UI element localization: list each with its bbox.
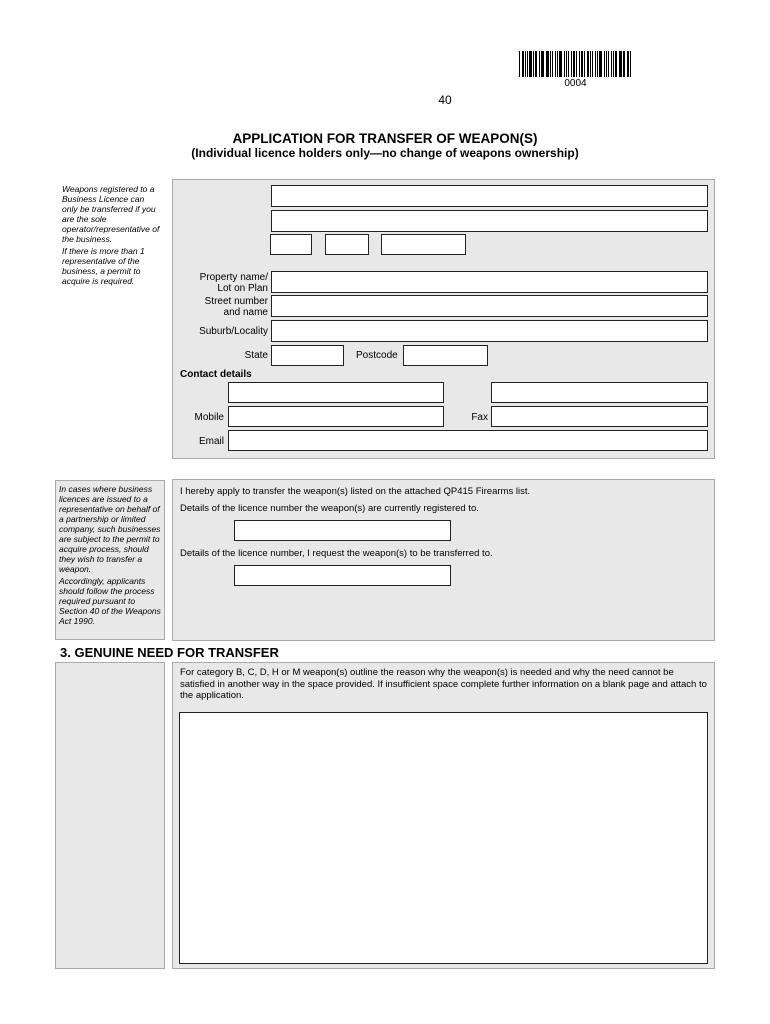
barcode-bar <box>608 51 610 77</box>
street-label-line-2: and name <box>223 307 268 318</box>
business-licence-note <box>62 184 162 286</box>
barcode-bar <box>597 51 598 77</box>
partnership-note-para-1: In cases where business licences are issued to a representative on behalf of a partnership or limited company, such businesses are subject to the permit to acquire process, should they wish to transfer a weapon. <box>59 484 161 574</box>
phone-field-2[interactable] <box>491 382 708 403</box>
barcode-bar <box>573 51 575 77</box>
form-title: APPLICATION FOR TRANSFER OF WEAPON(S) <box>232 131 538 146</box>
current-licence-label: Details of the licence number the weapon(s) are currently registered to. <box>180 503 479 514</box>
business-note-para-2: If there is more than 1 representative of the business, a permit to acquire is required. <box>62 246 145 286</box>
barcode-bar <box>522 51 524 77</box>
barcode-number: 0004 <box>564 78 587 89</box>
postcode-field[interactable] <box>403 345 488 366</box>
contact-heading: Contact details <box>180 369 252 380</box>
street-label <box>172 296 268 318</box>
barcode-bar <box>584 51 585 77</box>
property-field[interactable] <box>271 271 708 293</box>
barcode-bar <box>613 51 614 77</box>
barcode-bar <box>529 51 532 77</box>
barcode-bar <box>595 51 597 77</box>
barcode-bar <box>623 51 624 77</box>
suburb-field[interactable] <box>271 320 708 342</box>
partnership-note-para-2: Accordingly, applicants should follow the process required pursuant to Section 40 of the Weapons Act 1990. <box>59 576 161 626</box>
barcode-bar <box>571 51 572 77</box>
transfer-statement: I hereby apply to transfer the weapon(s) listed on the attached QP415 Firearms list. <box>180 486 531 497</box>
barcode-bar <box>606 51 607 77</box>
street-field[interactable] <box>271 295 708 317</box>
barcode-bar <box>619 51 622 77</box>
genuine-need-instructions: For category B, C, D, H or M weapon(s) outline the reason why the weapon(s) is needed and why the need cannot be satisfied in another way in the space provided. If insufficient space complete further information on a blank page and attach to the application. <box>180 667 707 701</box>
state-label: State <box>244 350 268 361</box>
barcode-bar <box>555 51 557 77</box>
barcode-bar <box>615 51 617 77</box>
barcode <box>519 51 632 77</box>
barcode-bar <box>627 51 629 77</box>
barcode-bar <box>564 51 565 77</box>
barcode-bar <box>539 51 540 77</box>
barcode-bar <box>590 51 591 77</box>
barcode-bar <box>568 51 570 77</box>
barcode-bar <box>550 51 551 77</box>
property-label-line-1: Property name/ <box>199 272 268 283</box>
new-licence-field[interactable] <box>234 565 451 586</box>
partnership-note <box>59 484 163 626</box>
property-label-line-2: Lot on Plan <box>217 283 268 294</box>
barcode-bar <box>557 51 558 77</box>
barcode-bar <box>576 51 577 77</box>
date-day-field[interactable] <box>270 234 312 255</box>
barcode-bar <box>592 51 593 77</box>
current-licence-field[interactable] <box>234 520 451 541</box>
name-field-1[interactable] <box>271 185 708 207</box>
barcode-bar <box>566 51 567 77</box>
page-number: 40 <box>438 93 452 107</box>
barcode-bar <box>624 51 625 77</box>
barcode-bar <box>541 51 542 77</box>
date-month-field[interactable] <box>325 234 369 255</box>
barcode-bar <box>552 51 553 77</box>
property-label <box>172 272 268 294</box>
genuine-need-side-box <box>55 662 165 969</box>
street-label-line-1: Street number <box>204 296 268 307</box>
email-field[interactable] <box>228 430 708 451</box>
mobile-field[interactable] <box>228 406 444 427</box>
genuine-need-textarea[interactable] <box>179 712 708 964</box>
state-field[interactable] <box>271 345 344 366</box>
name-field-2[interactable] <box>271 210 708 232</box>
new-licence-label: Details of the licence number, I request the weapon(s) to be transferred to. <box>180 548 493 559</box>
form-subtitle: (Individual licence holders only—no change of weapons ownership) <box>191 146 579 160</box>
barcode-bar <box>559 51 562 77</box>
phone-field[interactable] <box>228 382 444 403</box>
fax-label: Fax <box>471 412 488 423</box>
email-label: Email <box>198 436 224 447</box>
mobile-label: Mobile <box>194 412 224 423</box>
barcode-bar <box>535 51 537 77</box>
postcode-label: Postcode <box>356 350 398 361</box>
barcode-bar <box>581 51 584 77</box>
barcode-bar <box>579 51 580 77</box>
barcode-bar <box>587 51 589 77</box>
genuine-need-heading: 3. GENUINE NEED FOR TRANSFER <box>60 645 279 660</box>
suburb-label: Suburb/Locality <box>199 326 268 337</box>
barcode-bar <box>546 51 549 77</box>
barcode-bar <box>527 51 528 77</box>
barcode-bar <box>611 51 612 77</box>
barcode-bar <box>533 51 534 77</box>
barcode-bar <box>630 51 631 77</box>
fax-field[interactable] <box>491 406 708 427</box>
business-note-para-1: Weapons registered to a Business Licence can only be transferred if you are the sole operator/representative of the business. <box>62 184 160 244</box>
barcode-bar <box>519 51 520 77</box>
barcode-bar <box>542 51 544 77</box>
barcode-bar <box>604 51 605 77</box>
barcode-bar <box>525 51 526 77</box>
barcode-bar <box>599 51 602 77</box>
date-year-field[interactable] <box>381 234 466 255</box>
